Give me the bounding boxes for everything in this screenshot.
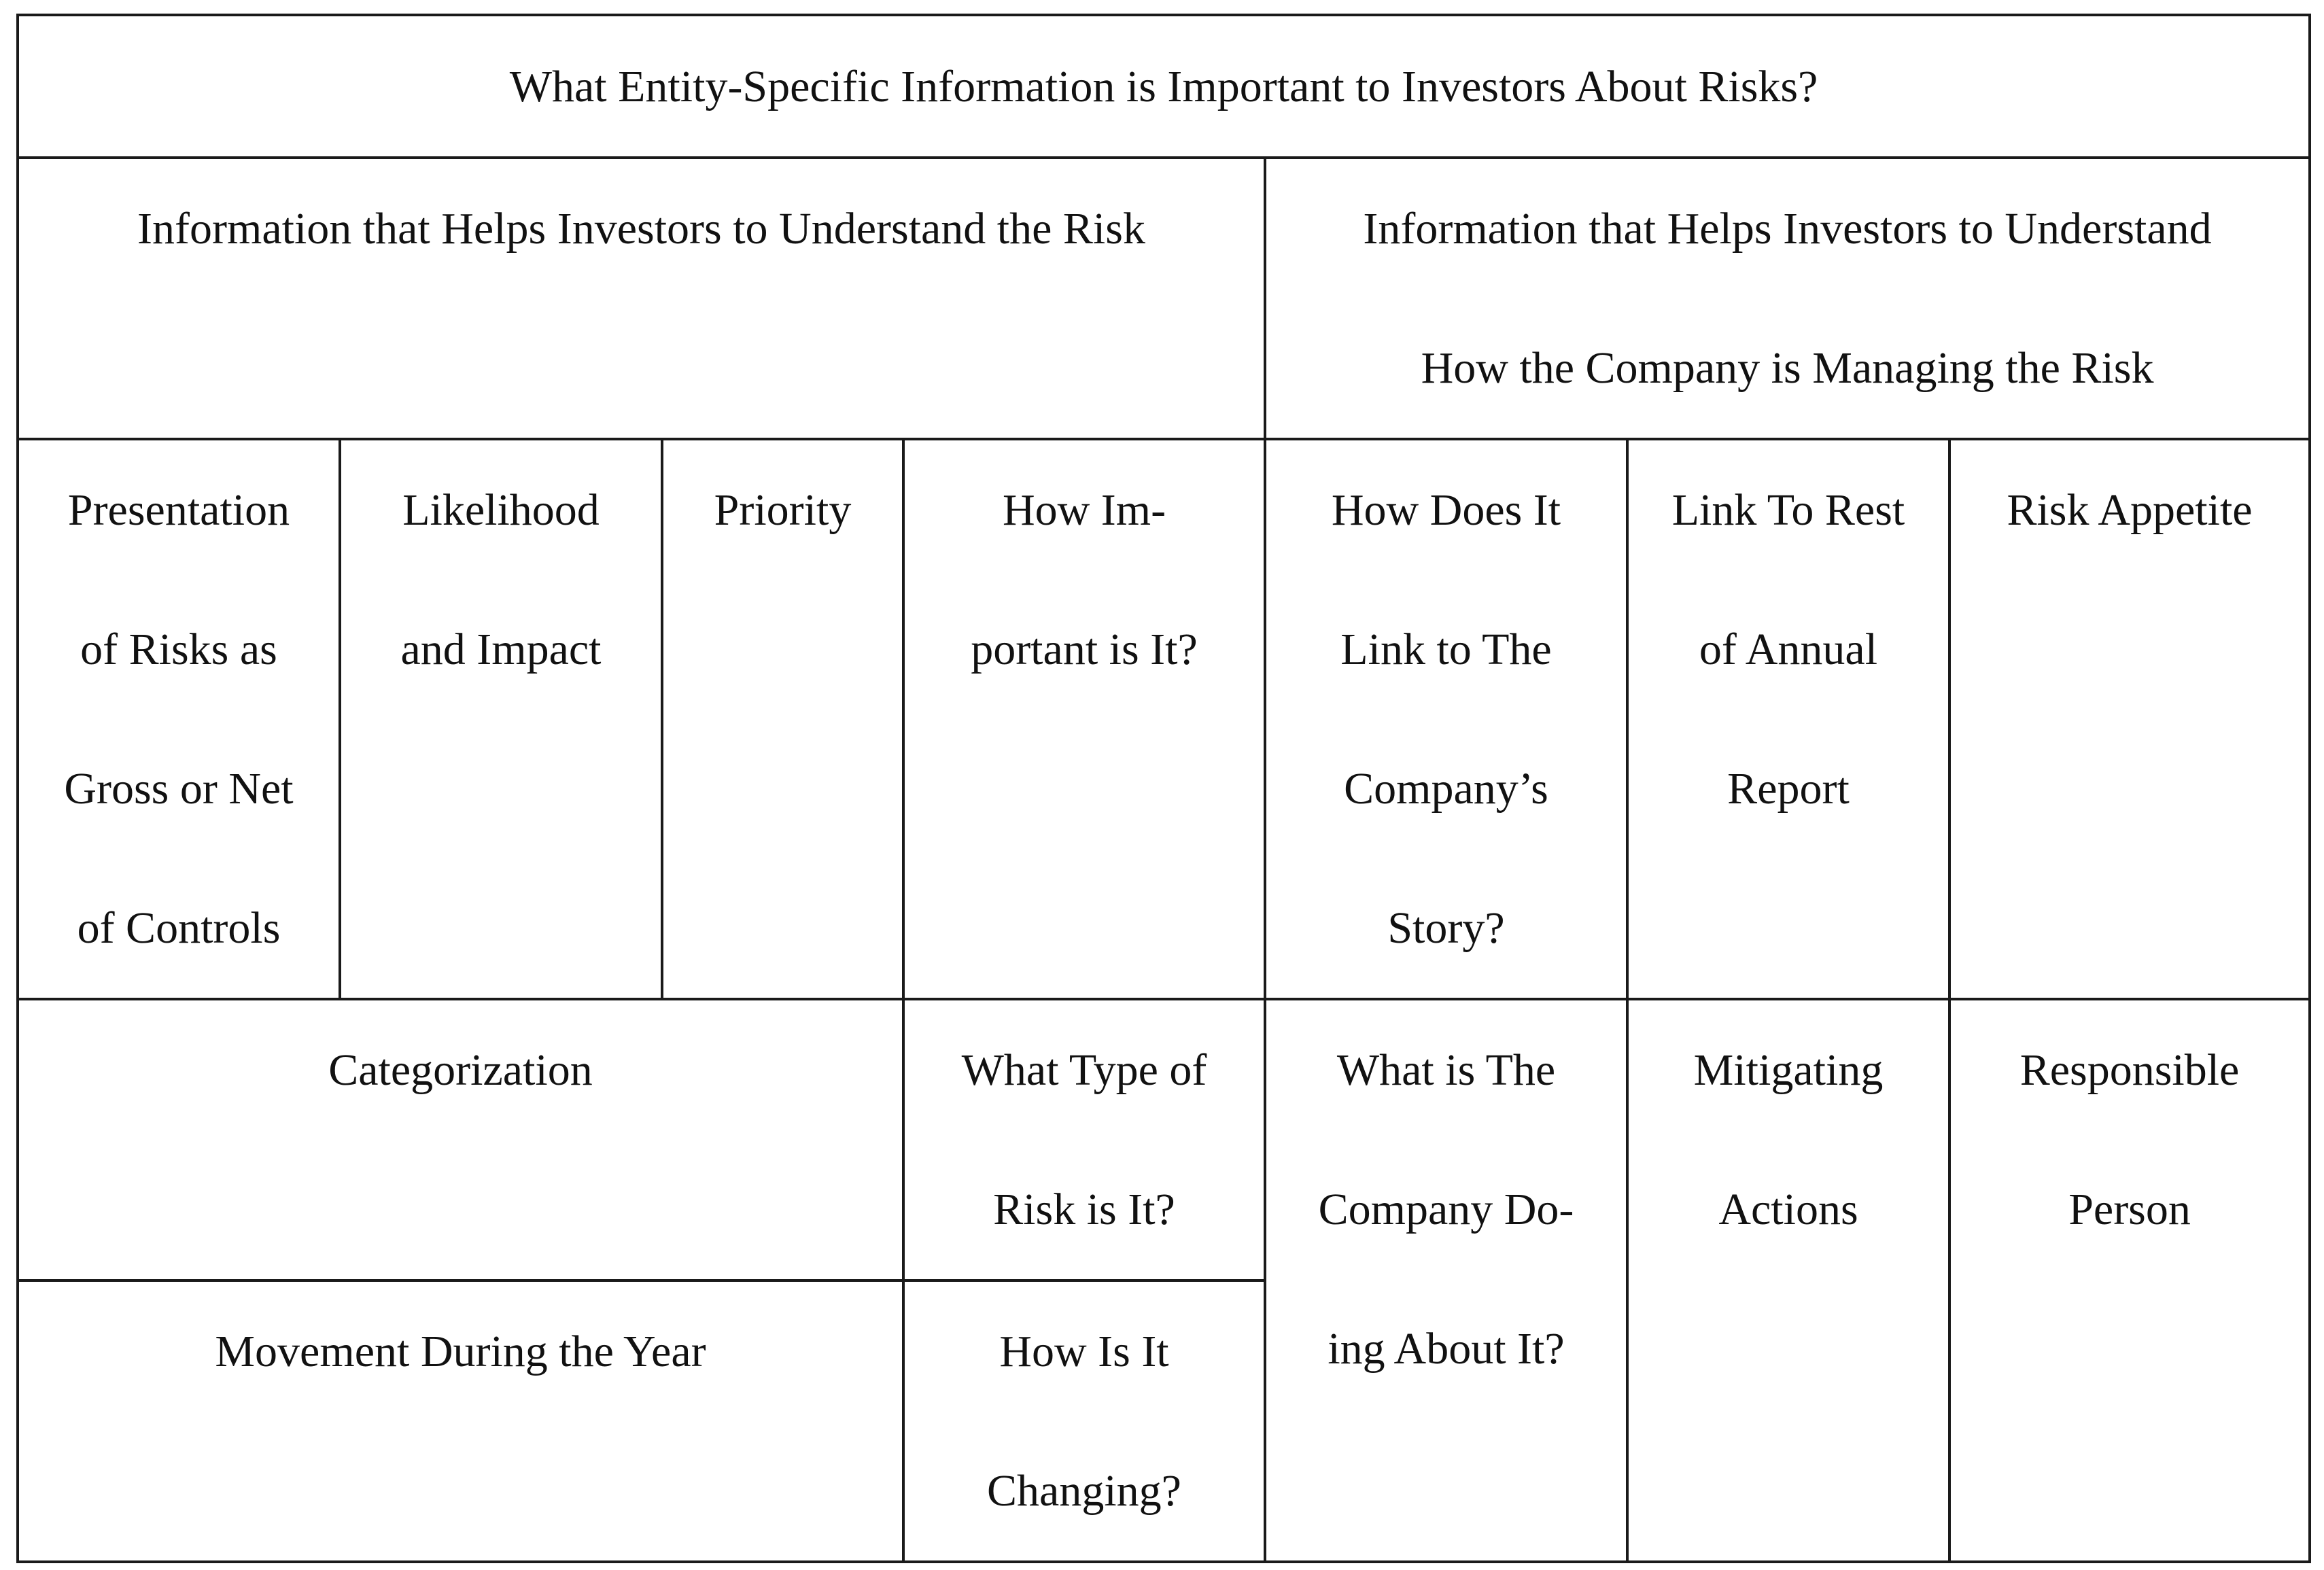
cell-line: Story? [1387,903,1505,953]
importance-cell [903,439,1265,999]
framework-table [16,14,2311,1563]
manage-risk-header [1265,158,2310,439]
cell-line: Priority [714,485,852,535]
cell-line: Categorization [328,1045,593,1095]
table-title-text: What Entity-Specific Information is Important to Investors About Risks? [509,61,1818,111]
story-link-cell [1265,439,1627,999]
cell-line: Likelihood [402,485,600,535]
cell-line: ing About It? [1328,1324,1565,1374]
cell-line: Actions [1718,1185,1858,1234]
cell-line: Changing? [987,1466,1181,1516]
table-title [18,15,2310,158]
understand-risk-header-text: Information that Helps Investors to Understand the Risk [137,204,1145,254]
cell-line: What is The [1336,1045,1556,1095]
risk-appetite-cell [1949,439,2310,999]
cell-line: How Does It [1331,485,1561,535]
cell-line: Risk is It? [993,1185,1175,1234]
cell-line: What Type of [961,1045,1207,1095]
cell-line: and Impact [400,625,602,674]
cell-line: Movement During the Year [215,1327,706,1376]
cell-line: How Im- [1002,485,1166,535]
changing-cell [903,1280,1265,1562]
cell-line: Responsible [2019,1045,2240,1095]
presentation-cell [18,439,340,999]
movement-cell [18,1280,903,1562]
cell-line: Company’s [1344,764,1548,814]
cell-line: Mitigating [1693,1045,1884,1095]
manage-risk-header-line: Information that Helps Investors to Understand [1363,204,2212,254]
risk-information-table [16,14,2308,1554]
annual-report-link-cell [1627,439,1949,999]
cell-line: Link to The [1340,625,1552,674]
categorization-cell [18,999,903,1280]
cell-line: Link To Rest [1671,485,1905,535]
cell-line: Report [1727,764,1850,814]
company-action-cell [1265,999,1627,1562]
cell-line: Risk Appetite [2007,485,2253,535]
cell-line: of Risks as [80,625,277,674]
cell-line: Person [2068,1185,2191,1234]
priority-cell [662,439,903,999]
mitigating-actions-cell [1627,999,1949,1562]
cell-line: portant is It? [971,625,1198,674]
cell-line: Company Do- [1318,1185,1574,1234]
likelihood-cell [340,439,662,999]
cell-line: of Annual [1699,625,1878,674]
risk-type-cell [903,999,1265,1280]
understand-risk-header [18,158,1265,439]
cell-line: of Controls [77,903,281,953]
responsible-person-cell [1949,999,2310,1562]
cell-line: Gross or Net [64,764,294,814]
cell-line: Presentation [67,485,290,535]
manage-risk-header-line: How the Company is Managing the Risk [1421,343,2154,393]
cell-line: How Is It [999,1327,1169,1376]
